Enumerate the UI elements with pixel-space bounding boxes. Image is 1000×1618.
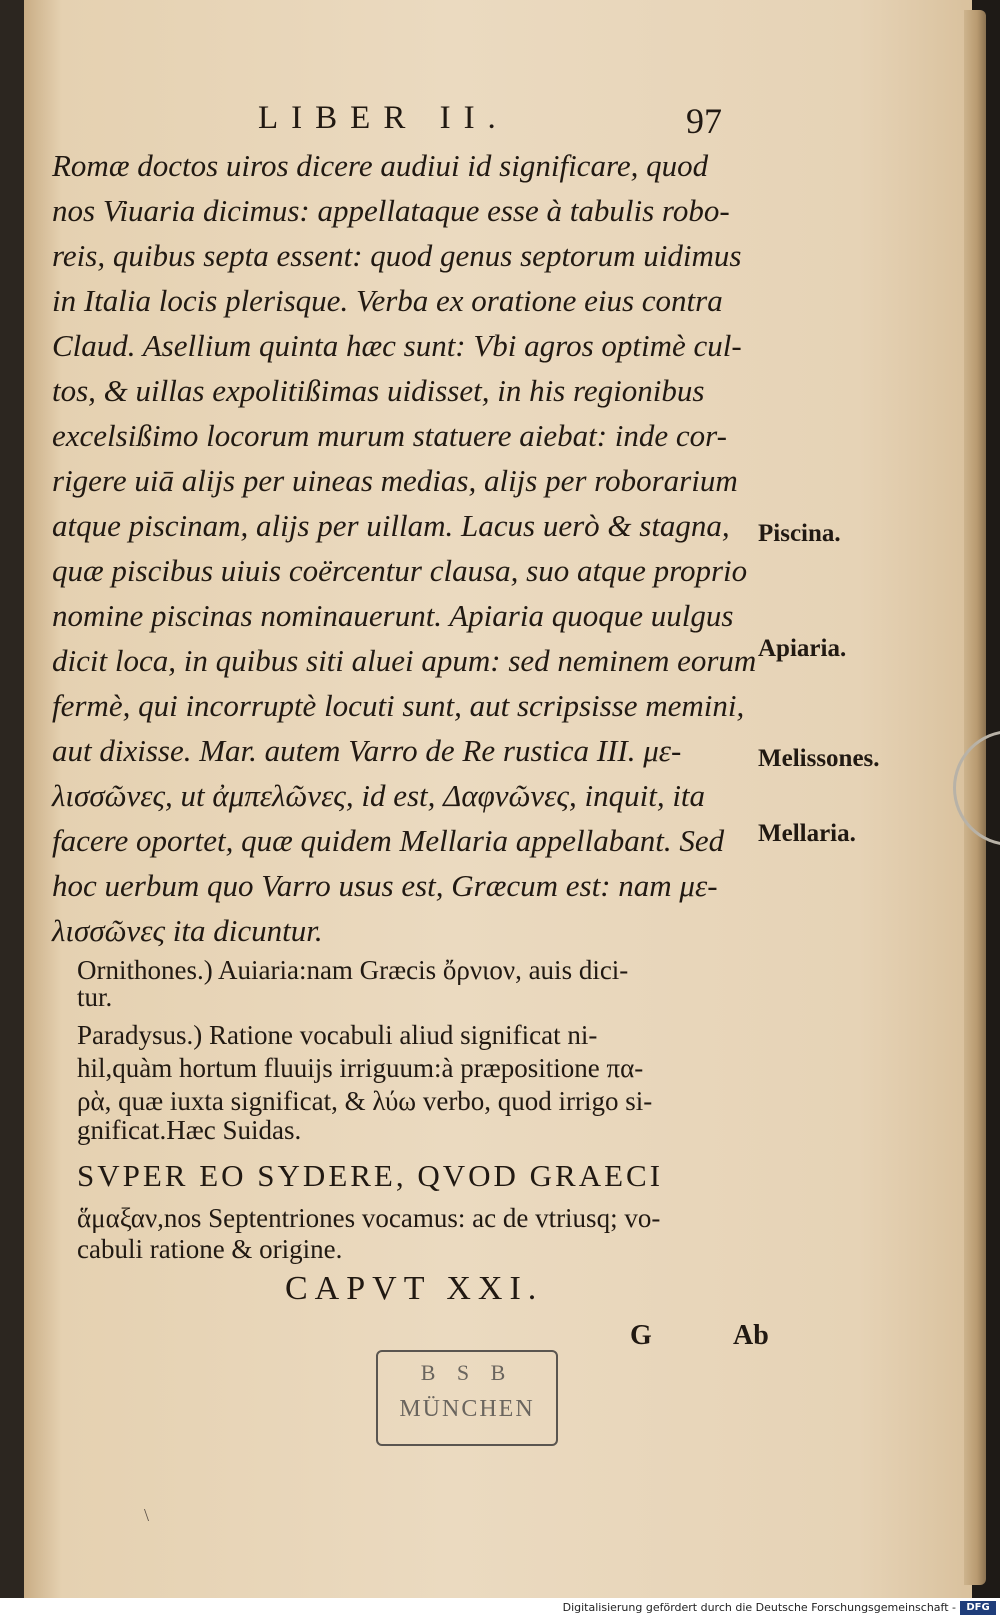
chapter-title-line: cabuli ratione & origine. [77,1234,343,1264]
stamp-line: MÜNCHEN [399,1396,535,1422]
text-line: quæ piscibus uiuis coërcentur clausa, suo atque proprio [52,553,748,588]
catchword: Ab [733,1320,769,1351]
text-line: aut dixisse. Mar. autem Varro de Re rustica III. με- [52,733,682,768]
text-line: facere oportet, quæ quidem Mellaria appellabant. Sed [52,823,725,858]
text-line: atque piscinam, alijs per uillam. Lacus uerò & stagna, [52,508,730,543]
running-title: LIBER II. [258,100,509,136]
text-line: reis, quibus septa essent: quod genus septorum uidimus [52,238,742,273]
chapter-title-line: ἅμαξαν,nos Septentriones vocamus: ac de vtriusq; vo- [77,1203,661,1233]
note-line: Ornithones.) Auiaria:nam Græcis ὄρνιον, auis dici- [77,955,629,985]
text-line: tos, & uillas expolitißimas uidisset, in his regionibus [52,373,705,408]
ink-mark: \ [144,1505,150,1525]
text-line: excelsißimo locorum murum statuere aiebat: inde cor- [52,418,727,453]
note-line: Paradysus.) Ratione vocabuli aliud significat ni- [77,1020,598,1050]
text-line: fermè, qui incorruptè locuti sunt, aut scripsisse memini, [52,688,745,723]
dfg-logo: DFG [960,1601,996,1615]
scan-background [0,0,24,1618]
text-line: Romæ doctos uiros dicere audiui id significare, quod [52,148,709,183]
note-line: tur. [77,982,113,1012]
text-line: rigere uiā alijs per uineas medias, alijs per roborarium [52,463,738,498]
text-line: Claud. Asellium quinta hæc sunt: Vbi agros optimè cul- [52,328,742,363]
text-line: λισσῶνες, ut ἀμπελῶνες, id est, Δαφνῶνες, inquit, ita [52,778,706,813]
stamp-line: B S B [420,1360,514,1385]
text-line: hoc uerbum quo Varro usus est, Græcum est: nam με- [52,868,718,903]
text-line: nomine piscinas nominauerunt. Apiaria quoque uulgus [52,598,734,633]
text-line: in Italia locis plerisque. Verba ex oratione eius contra [52,283,723,318]
note-line: hil,quàm hortum fluuijs irriguum:à præpositione πα- [77,1053,644,1083]
text-line: λισσῶνες ita dicuntur. [52,913,323,948]
library-stamp [376,1350,558,1446]
digitization-footer [0,1598,1000,1618]
margin-note-apiaria: Apiaria. [758,635,847,662]
text-line: nos Viuaria dicimus: appellataque esse à tabulis robo- [52,193,730,228]
page-number: 97 [686,101,722,141]
margin-note-mellaria: Mellaria. [758,820,856,847]
note-line: gnificat.Hæc Suidas. [77,1115,302,1145]
caput-heading: CAPVT XXI. [285,1270,544,1307]
margin-note-melissones: Melissones. [758,745,880,772]
signature-mark: G [630,1320,652,1351]
footer-text: Digitalisierung gefördert durch die Deutsche Forschungsgemeinschaft - [562,1601,956,1614]
chapter-title-line: SVPER EO SYDERE, QVOD GRAECI [77,1158,664,1193]
text-line: dicit loca, in quibus siti aluei apum: sed neminem eorum [52,643,757,678]
note-line: ρὰ, quæ iuxta significat, & λύω verbo, quod irrigo si- [77,1086,653,1116]
margin-note-piscina: Piscina. [758,520,841,547]
